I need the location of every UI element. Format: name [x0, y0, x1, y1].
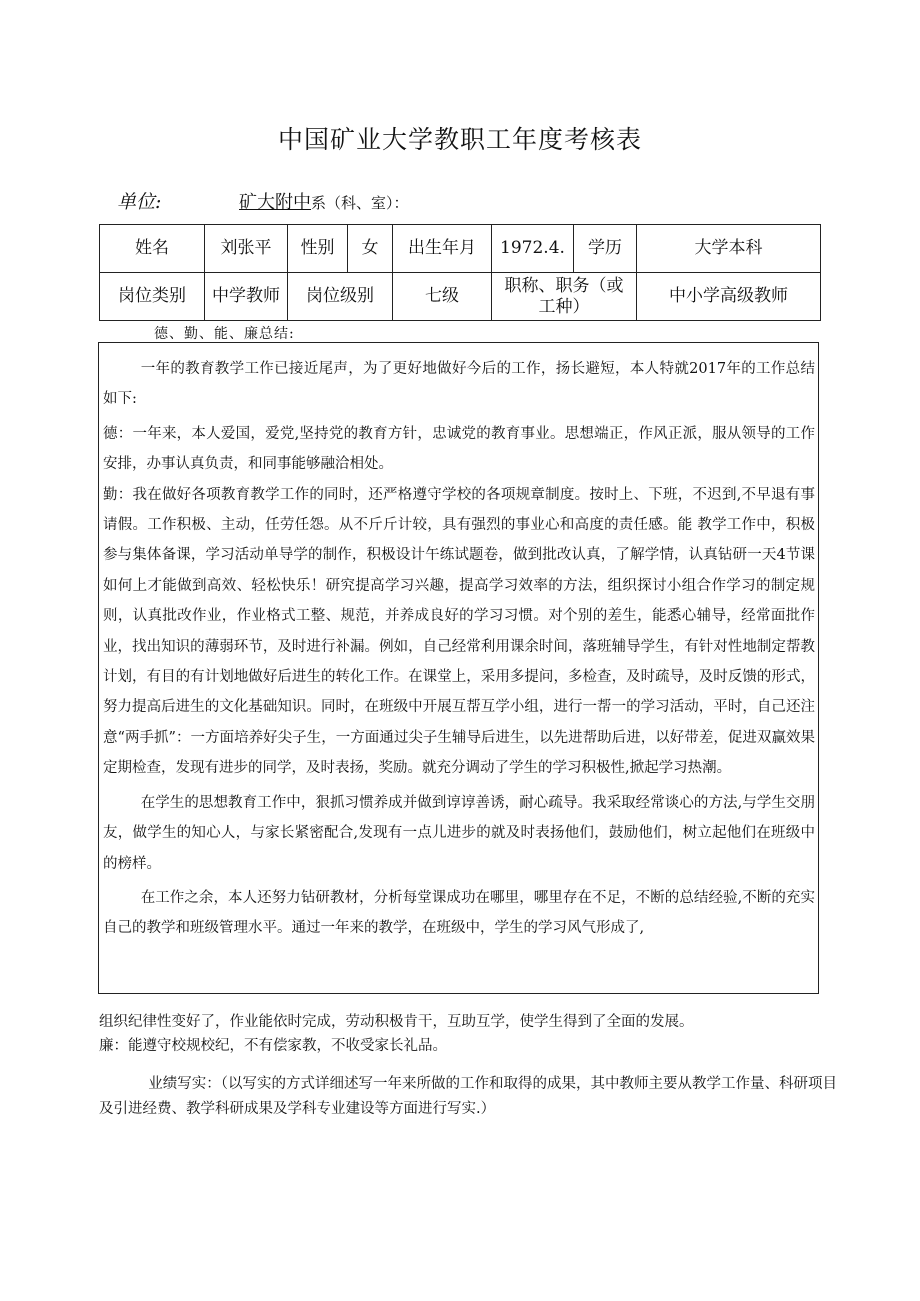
summary-heading: 德、勤、能、廉总结:: [154, 326, 295, 342]
unit-value: [239, 188, 409, 214]
performance-section: [99, 1072, 844, 1122]
name-label: 姓名: [100, 225, 205, 273]
education-value: 大学本科: [637, 225, 821, 273]
continuation-integrity: 廉：能遵守校规校纪，不有偿家教，不收受家长礼品。: [99, 1038, 447, 1054]
education-label: 学历: [574, 225, 637, 273]
professional-title-label: 职称、职务（或工种）: [492, 273, 637, 321]
unit-name: 矿大附中: [239, 192, 311, 213]
post-level-value: 七级: [393, 273, 492, 321]
unit-row: [117, 187, 817, 213]
unit-suffix: 系（科、室）：: [311, 194, 409, 212]
form-title: 中国矿业大学教职工年度考核表: [277, 125, 642, 154]
name-value: 刘张平: [205, 225, 288, 273]
continuation-line-1: 组织纪律性变好了，作业能依时完成，劳动积极肯干，互助互学，使学生得到了全面的发展。: [99, 1014, 694, 1030]
performance-text: 业绩写实：（以写实的方式详细述写一年来所做的工作和取得的成果，其中教师主要从教学工作量、科研项目及引进经费、教学科研成果及学科专业建设等方面进行写实.）: [99, 1076, 838, 1117]
gender-value: 女: [348, 225, 393, 273]
info-row-2: [100, 273, 821, 321]
summary-moral-education: 在学生的思想教育工作中，狠抓习惯养成并做到谆谆善诱，耐心疏导。我采取经常谈心的方法,与学生交朋友，做学生的知心人，与家长紧密配合,发现有一点儿进步的就及时表扬他们，鼓励他们，树立起他们在班级中的榜样。: [103, 794, 815, 872]
unit-label: 单位:: [117, 191, 162, 213]
summary-self-study: 在工作之余，本人还努力钻研教材，分析每堂课成功在哪里，哪里存在不足，不断的总结经验,不断的充实自己的教学和班级管理水平。通过一年来的教学，在班级中，学生的学习风气形成了,: [103, 889, 815, 937]
summary-intro: 一年的教育教学工作已接近尾声，为了更好地做好今后的工作，扬长避短，本人特就2017年的工作总结如下:: [103, 361, 815, 408]
summary-box: [98, 342, 819, 994]
summary-diligence: 勤：我在做好各项教育教学工作的同时，还严格遵守学校的各项规章制度。按时上、下班，不迟到,不早退有事请假。工作积极、主动，任劳任怨。从不斤斤计较，具有强烈的事业心和高度的责任感。能 教学工作中，积极参与集体备课，学习活动单导学的制作，积极设计午练试题卷，做到批改认真，了解学情，认真钻研一天4节课如何上才能做到高效、轻松快乐！研究提高学习兴趣，提高学习效率的方法，组织探讨小组合作学习的制定规则，认真批改作业，作业格式工整、规范，并养成良好的学习习惯。对个别的差生，能悉心辅导，经常面批作业，找出知识的薄弱环节，及时进行补漏。例如，自己经常利用课余时间，落班辅导学生，有针对性地制定帮教计划，有目的有计划地做好后进生的转化工作。在课堂上，采用多提问，多检查，及时疏导，及时反馈的形式，努力提高后进生的文化基础知识。同时，在班级中开展互帮互学小组，进行一帮一的学习活动，平时，自己还注意“两手抓”：一方面培养好尖子生，一方面通过尖子生辅导后进生，以先进帮助后进，以好带差，促进双赢效果 定期检查，发现有进步的同学，及时表扬，奖励。就充分调动了学生的学习积极性,掀起学习热潮。: [103, 486, 815, 777]
post-type-label: 岗位类别: [100, 273, 205, 321]
birth-value: 1972.4.: [492, 225, 574, 273]
gender-label: 性别: [288, 225, 348, 273]
info-row-1: [100, 225, 821, 273]
personal-info-table: [99, 224, 821, 321]
post-type-value: 中学教师: [205, 273, 288, 321]
summary-virtue: 德：一年来，本人爱国，爱党,坚持党的教育方针，忠诚党的教育事业。思想端正，作风正派，服从领导的工作安排，办事认真负责，和同事能够融洽相处。: [103, 425, 815, 473]
post-level-label: 岗位级别: [288, 273, 393, 321]
professional-title-value: 中小学高级教师: [637, 273, 821, 321]
birth-label: 出生年月: [393, 225, 492, 273]
summary-continuation: [99, 1010, 824, 1058]
